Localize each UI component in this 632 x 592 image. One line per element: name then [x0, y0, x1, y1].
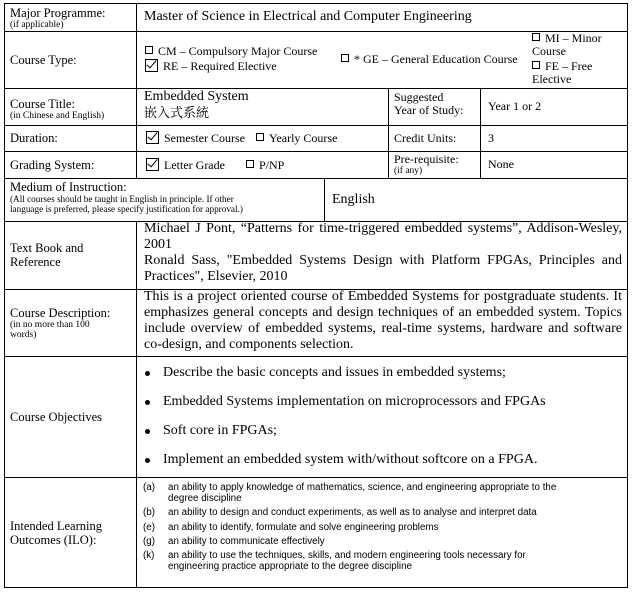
option-semester-label: Semester Course [164, 131, 245, 145]
description-text: This is a project oriented course of Embedded Systems for postgraduate students. It emphasizes general concepts and design techniques of an embedded system. Topics include overview of embedded systems, real-time systems, hardware and software co-design, and components selection. [144, 289, 622, 352]
ilo-item [137, 507, 628, 518]
textbook-row [4, 221, 628, 289]
ilo-key: (k) [143, 550, 155, 562]
ilo-item [137, 550, 628, 572]
suggested-year-label: Suggested [394, 90, 444, 104]
option-re-label: RE – Required Elective [163, 59, 277, 73]
objectives-label: Course Objectives [10, 409, 102, 424]
unchecked-box-icon [532, 61, 540, 69]
ilo-item [137, 522, 628, 533]
unchecked-box-icon [246, 160, 254, 168]
checked-box-icon [145, 59, 158, 72]
objective-item: Describe the basic concepts and issues in embedded systems; [137, 365, 628, 381]
medium-value: English [332, 191, 375, 207]
textbook-label-2: Reference [10, 255, 61, 269]
grading-system-label: Grading System: [10, 157, 95, 172]
ilo-key: (a) [143, 482, 155, 493]
medium-note-2: language is preferred, please specify justification for approval.) [10, 204, 243, 214]
textbook-label: Text Book and [10, 241, 84, 255]
objective-item: Embedded Systems implementation on microprocessors and FPGAs [137, 394, 628, 410]
duration-label: Duration: [10, 131, 58, 145]
major-programme-row [4, 3, 628, 31]
ilo-label: Intended Learning [10, 518, 102, 533]
ilo-text: an ability to identify, formulate and solve engineering problems [168, 521, 439, 533]
prerequisite-sublabel: (if any) [394, 166, 423, 176]
unchecked-box-icon [256, 133, 264, 141]
option-pnp-label: P/NP [258, 157, 285, 172]
option-mi[interactable] [532, 32, 602, 58]
ilo-key: (g) [143, 535, 155, 547]
unchecked-box-icon [145, 46, 153, 54]
description-label: Course Description: [10, 305, 111, 320]
unchecked-box-icon [341, 54, 349, 62]
description-row [4, 289, 628, 356]
option-pnp[interactable] [246, 158, 284, 172]
option-mi-label: MI – Minor [545, 31, 602, 45]
course-type-label: Course Type: [10, 52, 77, 67]
medium-row [4, 178, 628, 221]
description-sublabel-1: (in no more than 100 [10, 319, 90, 330]
option-fe-label: FE – Free [545, 59, 593, 73]
objective-item: Implement an embedded system with/without softcore on a FPGA. [137, 452, 628, 468]
course-title-row [4, 88, 628, 125]
course-title-english: Embedded System [144, 89, 249, 104]
duration-row [4, 125, 628, 151]
option-fe[interactable] [532, 60, 592, 86]
ilo-key: (e) [143, 521, 155, 533]
option-ge[interactable] [341, 53, 518, 66]
medium-note-1: (All courses should be taught in English in principle. If other [10, 194, 234, 204]
prerequisite-value: None [488, 157, 514, 171]
checked-box-icon [146, 131, 159, 144]
checked-box-icon [146, 158, 159, 171]
major-programme-label: Major Programme: [10, 6, 106, 20]
ilo-text: an ability to apply knowledge of mathematics, science, and engineering appropriate to the [168, 482, 557, 493]
ilo-text: degree discipline [168, 493, 242, 505]
option-yearly-label: Yearly Course [268, 131, 338, 145]
option-cm[interactable] [145, 45, 317, 58]
option-cm-label: CM – Compulsory Major Course [158, 44, 318, 58]
major-programme-value: Master of Science in Electrical and Computer Engineering [144, 9, 472, 24]
objective-item: Soft core in FPGAs; [137, 423, 628, 439]
course-title-sublabel: (in Chinese and English) [10, 111, 105, 121]
prerequisite-label: Pre-requisite: [394, 152, 459, 166]
suggested-year-label-2: Year of Study: [394, 103, 464, 117]
ilo-item [137, 482, 628, 504]
ilo-label-2: Outcomes (ILO): [10, 532, 97, 547]
ilo-text: an ability to use the techniques, skills, and modern engineering tools necessary for [168, 550, 526, 562]
suggested-year-value: Year 1 or 2 [488, 99, 542, 113]
ilo-text: engineering practice appropriate to the degree discipline [168, 561, 412, 573]
option-re[interactable] [145, 59, 277, 73]
option-yearly[interactable] [256, 131, 337, 145]
option-mi-label-2: Course [532, 44, 566, 58]
option-letter-grade[interactable] [146, 158, 225, 172]
ilo-row [4, 477, 628, 588]
option-fe-label-2: Elective [532, 72, 572, 86]
reference-2: Ronald Sass, "Embedded Systems Design with Platform FPGAs, Principles and Practices", Elsevier, 2010 [144, 253, 622, 284]
major-programme-sublabel: (if applicable) [10, 20, 64, 30]
option-semester[interactable] [146, 131, 245, 145]
credit-units-label: Credit Units: [394, 130, 457, 145]
medium-label: Medium of Instruction: [10, 180, 127, 194]
option-ge-label: * GE – General Education Course [354, 52, 518, 66]
grading-row [4, 151, 628, 178]
course-type-row [4, 31, 628, 88]
course-title-label: Course Title: [10, 97, 75, 111]
credit-units-value: 3 [488, 130, 494, 145]
description-sublabel-2: words) [10, 329, 37, 340]
objectives-row [4, 356, 628, 477]
option-letter-grade-label: Letter Grade [164, 157, 225, 172]
unchecked-box-icon [532, 33, 540, 41]
ilo-text: an ability to communicate effectively [168, 535, 325, 547]
ilo-text: an ability to design and conduct experiments, as well as to analyse and interpret data [168, 507, 537, 519]
ilo-item [137, 536, 628, 547]
ilo-key: (b) [143, 507, 155, 519]
reference-1: Michael J Pont, “Patterns for time-triggered embedded systems”, Addison-Wesley, 2001 [144, 221, 622, 252]
course-title-chinese: 嵌入式系統 [144, 106, 210, 121]
